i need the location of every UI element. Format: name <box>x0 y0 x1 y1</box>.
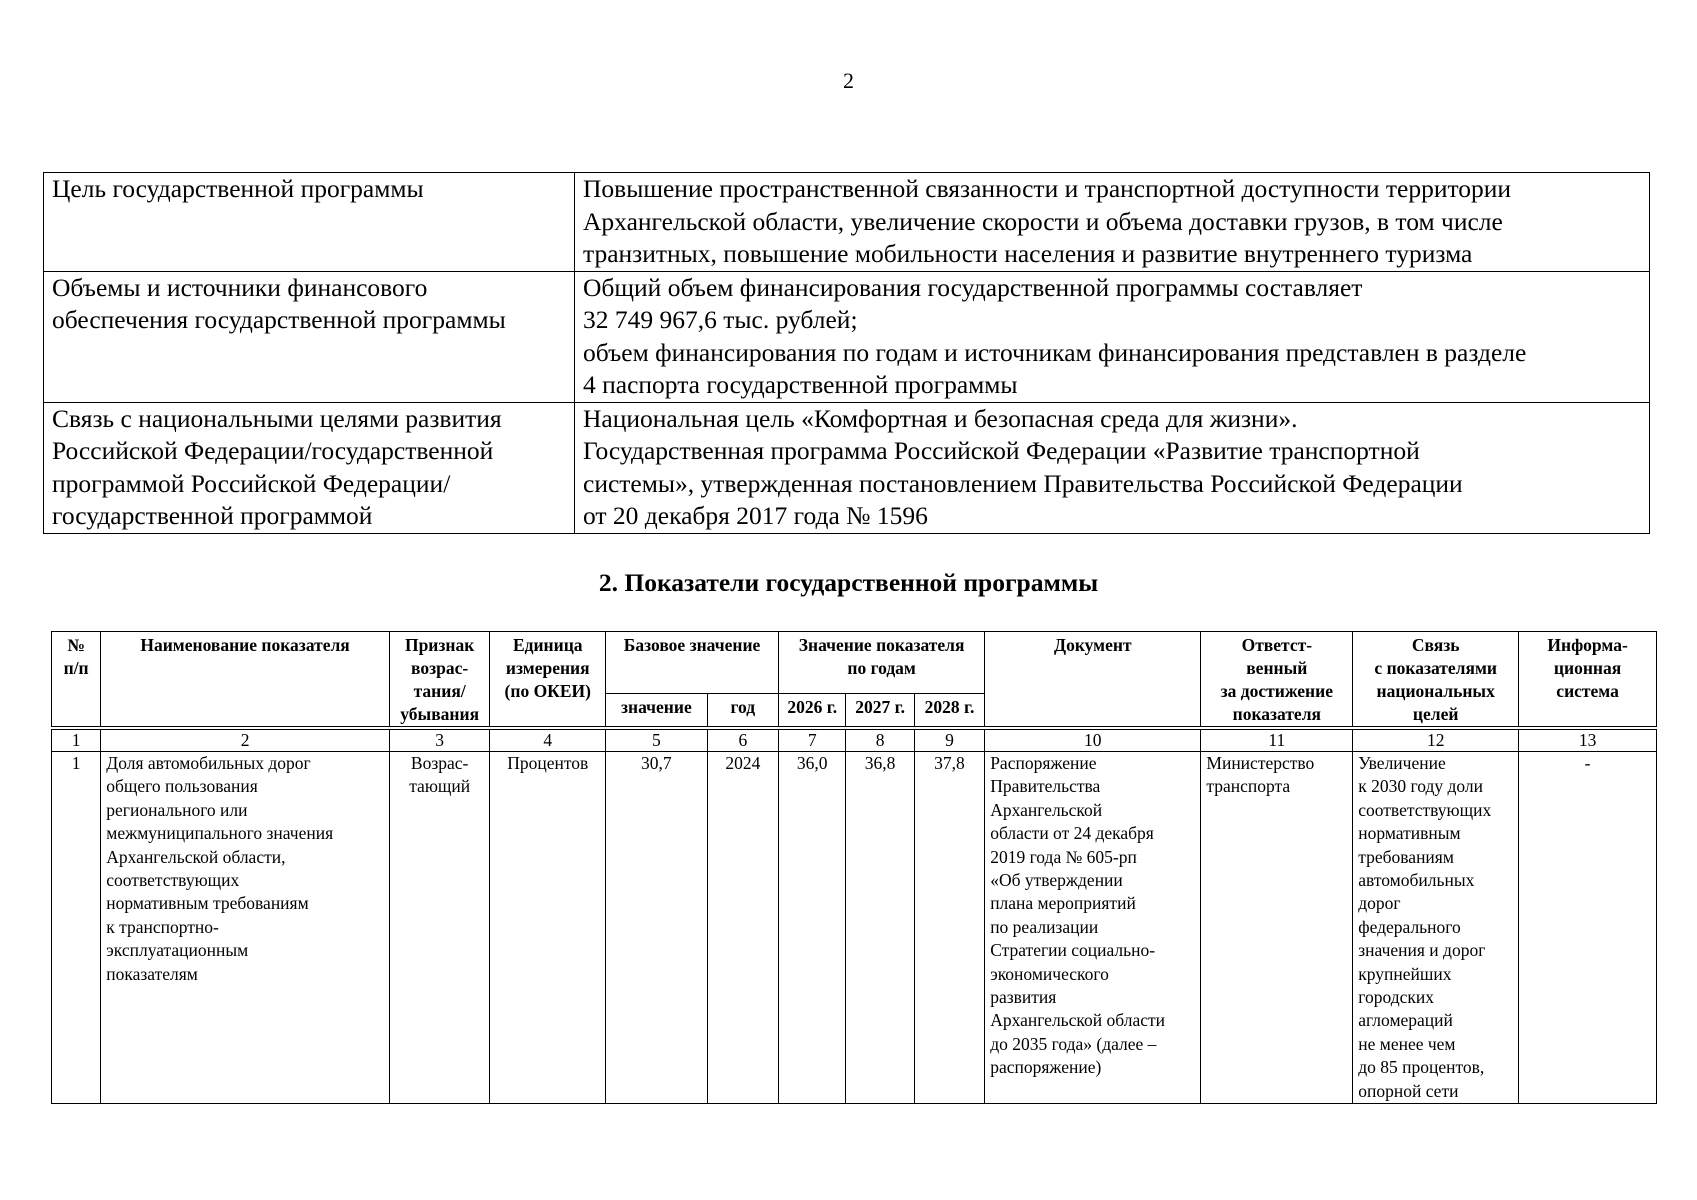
text-line: не менее чем <box>1358 1033 1456 1054</box>
passport-row-financing <box>44 271 1650 402</box>
text-line: транзитных, повышение мобильности населения и развитие внутреннего туризма <box>583 239 1473 268</box>
column-number: 3 <box>389 730 490 752</box>
text-line: по реализации <box>990 916 1099 937</box>
text-line: значения и дорог <box>1358 940 1486 961</box>
text-line: национальных <box>1376 681 1495 701</box>
text-line: «Об утверждении <box>990 870 1123 891</box>
text-line: к транспортно- <box>106 916 219 937</box>
text-line: Общий объем финансирования государственной программы составляет <box>583 272 1363 302</box>
cell-year-2: 36,8 <box>846 752 914 1104</box>
column-number: 4 <box>490 730 606 752</box>
column-number: 8 <box>846 730 914 752</box>
text-line: Связь <box>1411 635 1460 655</box>
text-line: Архангельской <box>990 799 1103 820</box>
cell-info: - <box>1519 752 1657 1104</box>
text-line: Цель государственной программы <box>52 174 424 203</box>
passport-row-national-goals <box>44 402 1650 533</box>
passport-label <box>44 271 575 402</box>
text-line: агломераций <box>1358 1010 1453 1031</box>
text-line: опорной сети <box>1358 1080 1459 1101</box>
text-line: крупнейших <box>1358 963 1452 984</box>
text-line: Архангельской области, <box>106 846 286 867</box>
column-number: 2 <box>101 730 390 752</box>
text-line: Правительства <box>990 776 1101 797</box>
passport-label <box>44 402 575 533</box>
text-line: Распоряжение <box>990 753 1097 773</box>
text-line: Доля автомобильных дорог <box>106 753 311 773</box>
text-line: объем финансирования по годам и источникам финансирования представлен в разделе <box>583 337 1527 367</box>
header-responsible <box>1201 632 1353 727</box>
column-number: 6 <box>707 730 778 752</box>
text-line: Национальная цель «Комфортная и безопасная среда для жизни». <box>583 403 1298 433</box>
text-line: с показателями <box>1374 658 1497 678</box>
text-line: нормативным требованиям <box>106 893 309 914</box>
header-year-2: 2027 г. <box>846 694 914 727</box>
text-line: показателя <box>1232 704 1321 724</box>
column-number: 1 <box>52 730 101 752</box>
cell-unit: Процентов <box>490 752 606 1104</box>
cell-year-1: 36,0 <box>779 752 846 1104</box>
cell-num: 1 <box>52 752 101 1104</box>
text-line: Объемы и источники финансового <box>52 272 428 302</box>
text-line: ционная <box>1553 658 1622 678</box>
text-line: распоряжение) <box>990 1057 1102 1078</box>
text-line: за достижение <box>1220 681 1333 701</box>
column-number: 11 <box>1201 730 1353 752</box>
text-line: регионального или <box>106 799 248 820</box>
passport-row-goal <box>44 173 1650 272</box>
text-line: Государственная программа Российской Федерации «Развитие транспортной <box>583 436 1420 465</box>
cell-base-value: 30,7 <box>606 752 708 1104</box>
text-line: эксплуатационным <box>106 940 249 961</box>
text-line: соответствующих <box>1358 799 1492 820</box>
text-line: требованиям <box>1358 846 1454 867</box>
column-numbers-row <box>52 730 1657 752</box>
header-base: Базовое значение <box>606 632 779 694</box>
passport-table <box>43 172 1650 534</box>
text-line: развития <box>990 987 1057 1008</box>
header-info <box>1519 632 1657 727</box>
text-line: Стратегии социально- <box>990 940 1156 961</box>
header-base-year: год <box>707 694 778 727</box>
text-line: убывания <box>400 704 480 724</box>
text-line: Министерство <box>1206 753 1315 773</box>
text-line: Российской Федерации/государственной <box>52 436 494 465</box>
column-number: 10 <box>985 730 1201 752</box>
text-line: Значение показателя <box>798 635 965 655</box>
cell-link <box>1353 752 1519 1104</box>
text-line: Ответст- <box>1241 635 1313 655</box>
text-line: Признак <box>404 635 475 655</box>
column-number: 12 <box>1353 730 1519 752</box>
text-line: измерения <box>505 658 590 678</box>
text-line: от 20 декабря 2017 года № 1596 <box>583 501 928 530</box>
header-row <box>52 632 1657 694</box>
cell-base-year: 2024 <box>707 752 778 1104</box>
passport-value <box>575 271 1650 402</box>
text-line: общего пользования <box>106 776 258 797</box>
column-number: 13 <box>1519 730 1657 752</box>
header-years-group <box>779 632 985 694</box>
text-line: 4 паспорта государственной программы <box>583 370 1018 399</box>
text-line: целей <box>1412 704 1459 724</box>
passport-value <box>575 173 1650 272</box>
text-line: плана мероприятий <box>990 893 1136 914</box>
text-line: Архангельской области <box>990 1010 1166 1031</box>
text-line: 2019 года № 605-рп <box>990 846 1137 867</box>
text-line: Документ <box>1054 635 1132 655</box>
text-line: программой Российской Федерации/ <box>52 468 451 498</box>
text-line: системы», утвержденная постановлением Правительства Российской Федерации <box>583 468 1463 498</box>
section-title: 2. Показатели государственной программы <box>598 568 1099 597</box>
text-line: соответствующих <box>106 870 240 891</box>
column-number: 7 <box>779 730 846 752</box>
passport-value <box>575 402 1650 533</box>
text-line: Архангельской области, увеличение скорости и объема доставки грузов, в том числе <box>583 206 1503 236</box>
text-line: экономического <box>990 963 1109 984</box>
header-link <box>1353 632 1519 727</box>
text-line: городских <box>1358 987 1435 1008</box>
text-line: нормативным <box>1358 823 1461 844</box>
cell-responsible <box>1201 752 1353 1104</box>
text-line: п/п <box>63 658 89 678</box>
header-unit <box>490 632 606 727</box>
text-line: венный <box>1246 658 1308 678</box>
cell-document <box>985 752 1201 1104</box>
text-line: Связь с национальными целями развития <box>52 403 502 433</box>
header-base-value: значение <box>606 694 708 727</box>
cell-year-3: 37,8 <box>914 752 984 1104</box>
page-number: 2 <box>843 68 854 93</box>
text-line: (по ОКЕИ) <box>504 681 591 701</box>
passport-label <box>44 173 575 272</box>
column-number: 5 <box>606 730 708 752</box>
text-line: по годам <box>847 658 916 678</box>
header-document <box>985 632 1201 727</box>
text-line: транспорта <box>1206 776 1291 797</box>
text-line: тающий <box>409 776 471 797</box>
text-line: Возрас- <box>410 753 469 773</box>
header-name <box>101 632 390 727</box>
table-row <box>52 752 1657 1104</box>
text-line: до 85 процентов, <box>1358 1057 1485 1078</box>
text-line: дорог <box>1358 893 1401 914</box>
text-line: Наименование показателя <box>140 635 350 655</box>
text-line: система <box>1556 681 1619 701</box>
text-line: Информа- <box>1547 635 1628 655</box>
text-line: области от 24 декабря <box>990 823 1154 844</box>
indicators-table <box>51 631 1657 1104</box>
header-num <box>52 632 101 727</box>
text-line: Повышение пространственной связанности и транспортной доступности территории <box>583 174 1512 203</box>
text-line: показателям <box>106 963 198 984</box>
text-line: Увеличение <box>1358 753 1446 773</box>
text-line: государственной программой <box>52 501 373 530</box>
text-line: обеспечения государственной программы <box>52 305 506 334</box>
text-line: межмуниципального значения <box>106 823 334 844</box>
text-line: федерального <box>1358 916 1461 937</box>
text-line: к 2030 году доли <box>1358 776 1484 797</box>
text-line: 32 749 967,6 тыс. рублей; <box>583 305 858 334</box>
text-line: автомобильных <box>1358 870 1475 891</box>
text-line: до 2035 года» (далее – <box>990 1033 1157 1054</box>
cell-name <box>101 752 390 1104</box>
text-line: № <box>67 635 85 655</box>
header-year-1: 2026 г. <box>779 694 846 727</box>
cell-trend <box>389 752 490 1104</box>
header-trend <box>389 632 490 727</box>
column-number: 9 <box>914 730 984 752</box>
text-line: тания/ <box>413 681 466 701</box>
header-year-3: 2028 г. <box>914 694 984 727</box>
text-line: возрас- <box>411 658 469 678</box>
text-line: Единица <box>512 635 583 655</box>
